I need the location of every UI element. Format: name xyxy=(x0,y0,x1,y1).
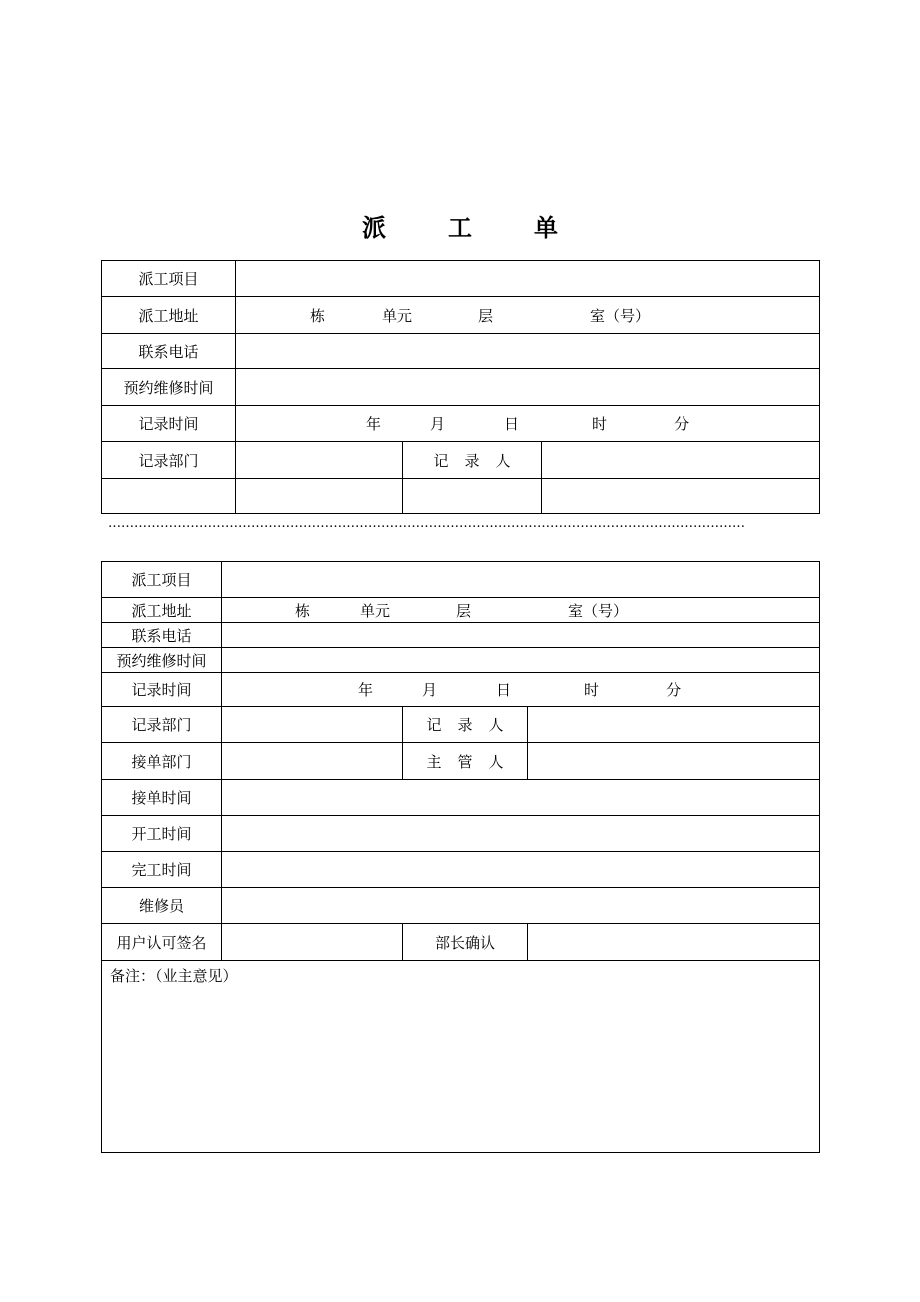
year-unit: 年 xyxy=(366,415,382,433)
minister-confirm-field[interactable] xyxy=(528,924,820,961)
recorder-label xyxy=(403,707,528,743)
start-time-label: 开工时间 xyxy=(102,816,222,852)
receive-dept-field[interactable] xyxy=(222,743,403,780)
user-sign-label: 用户认可签名 xyxy=(102,924,222,961)
room-unit: 室（号） xyxy=(568,601,629,620)
minister-confirm-label: 部长确认 xyxy=(403,924,528,961)
label-char: 主 xyxy=(426,752,442,771)
record-time-label: 记录时间 xyxy=(102,406,236,442)
minute-unit: 分 xyxy=(666,681,682,699)
room-unit: 室（号） xyxy=(590,306,651,325)
dispatch-form-upper xyxy=(101,260,820,514)
building-unit: 栋 xyxy=(295,601,311,620)
address-label: 派工地址 xyxy=(102,297,236,334)
hour-unit: 时 xyxy=(592,415,608,433)
remarks-area[interactable] xyxy=(102,961,820,1153)
remarks-label: 备注：（业主意见） xyxy=(110,967,238,985)
project-field[interactable] xyxy=(236,261,820,297)
recorder-field[interactable] xyxy=(528,707,820,743)
record-time-label: 记录时间 xyxy=(102,673,222,707)
label-char: 记 xyxy=(426,716,442,734)
record-dept-label: 记录部门 xyxy=(102,442,236,479)
blank-cell[interactable] xyxy=(236,479,403,514)
dispatch-form-lower xyxy=(101,561,820,1153)
finish-time-label: 完工时间 xyxy=(102,852,222,888)
appointment-label: 预约维修时间 xyxy=(102,369,236,406)
label-char: 录 xyxy=(457,716,473,734)
label-char: 人 xyxy=(495,451,511,470)
address-label: 派工地址 xyxy=(102,598,222,623)
floor-unit: 层 xyxy=(456,601,472,620)
record-time-field[interactable] xyxy=(236,406,820,442)
recorder-field[interactable] xyxy=(542,442,820,479)
unit-unit: 单元 xyxy=(360,601,391,620)
phone-field[interactable] xyxy=(222,623,820,648)
day-unit: 日 xyxy=(504,415,520,433)
phone-label: 联系电话 xyxy=(102,623,222,648)
day-unit: 日 xyxy=(496,681,512,699)
record-dept-field[interactable] xyxy=(236,442,403,479)
title-char: 工 xyxy=(448,214,472,242)
repairman-field[interactable] xyxy=(222,888,820,924)
address-field[interactable] xyxy=(222,598,820,623)
page-title xyxy=(0,208,920,243)
user-sign-field[interactable] xyxy=(222,924,403,961)
receive-time-label: 接单时间 xyxy=(102,780,222,816)
appointment-field[interactable] xyxy=(236,369,820,406)
year-unit: 年 xyxy=(358,681,374,699)
label-char: 人 xyxy=(488,752,504,771)
address-field[interactable] xyxy=(236,297,820,334)
blank-cell[interactable] xyxy=(102,479,236,514)
receive-time-field[interactable] xyxy=(222,780,820,816)
record-dept-field[interactable] xyxy=(222,707,403,743)
finish-time-field[interactable] xyxy=(222,852,820,888)
hour-unit: 时 xyxy=(584,681,600,699)
phone-field[interactable] xyxy=(236,334,820,369)
supervisor-label xyxy=(403,743,528,780)
label-char: 人 xyxy=(488,716,504,734)
phone-label: 联系电话 xyxy=(102,334,236,369)
floor-unit: 层 xyxy=(478,306,494,325)
title-char: 派 xyxy=(362,214,386,242)
cut-line: ………………………………………………………………………………………………………………………………… xyxy=(108,516,745,530)
unit-unit: 单元 xyxy=(382,306,413,325)
minute-unit: 分 xyxy=(674,415,690,433)
label-char: 管 xyxy=(457,752,473,771)
blank-cell[interactable] xyxy=(403,479,542,514)
project-label: 派工项目 xyxy=(102,562,222,598)
blank-cell[interactable] xyxy=(542,479,820,514)
recorder-label xyxy=(403,442,542,479)
start-time-field[interactable] xyxy=(222,816,820,852)
label-char: 录 xyxy=(464,451,480,470)
month-unit: 月 xyxy=(430,415,446,433)
month-unit: 月 xyxy=(422,681,438,699)
record-dept-label: 记录部门 xyxy=(102,707,222,743)
building-unit: 栋 xyxy=(310,306,326,325)
repairman-label: 维修员 xyxy=(102,888,222,924)
appointment-field[interactable] xyxy=(222,648,820,673)
supervisor-field[interactable] xyxy=(528,743,820,780)
receive-dept-label: 接单部门 xyxy=(102,743,222,780)
project-label: 派工项目 xyxy=(102,261,236,297)
record-time-field[interactable] xyxy=(222,673,820,707)
title-char: 单 xyxy=(534,214,558,242)
appointment-label: 预约维修时间 xyxy=(102,648,222,673)
project-field[interactable] xyxy=(222,562,820,598)
label-char: 记 xyxy=(433,451,449,470)
